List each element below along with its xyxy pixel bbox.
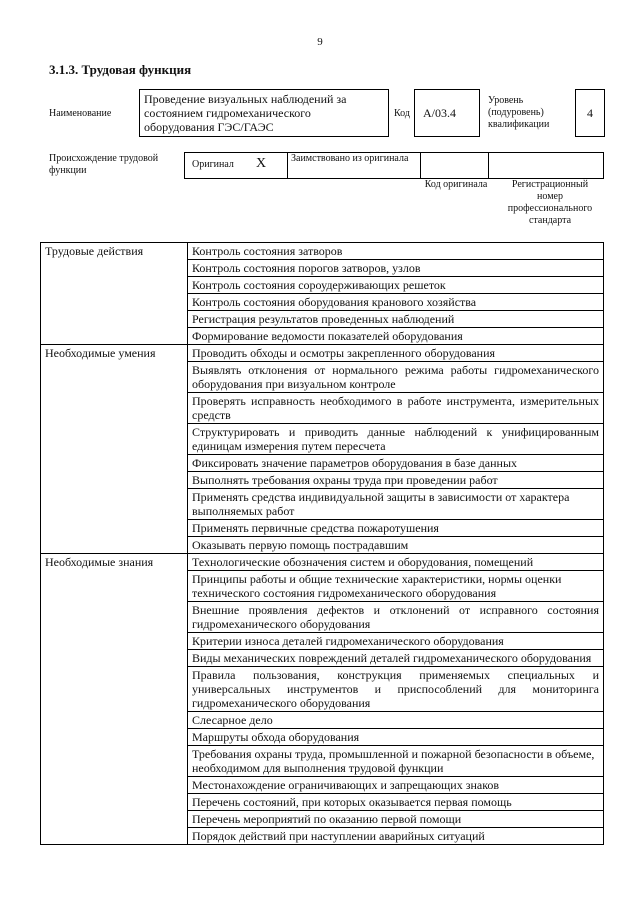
- section-item: Выявлять отклонения от нормального режима работы гидромеханического оборудования при визуальном контроле: [188, 362, 604, 393]
- name-label: Наименование: [49, 108, 112, 119]
- level-box: [575, 89, 605, 137]
- section-item: Оказывать первую помощь пострадавшим: [188, 537, 604, 554]
- section-item: Слесарное дело: [188, 712, 604, 729]
- section-item: Маршруты обхода оборудования: [188, 729, 604, 746]
- code-value: А/03.4: [423, 106, 456, 120]
- section-item: Правила пользования, конструкция применяемых специальных и универсальных инструментов и приспособлений для мониторинга гидромеханического оборудования: [188, 667, 604, 712]
- page-number: 9: [317, 36, 323, 48]
- code-label: Код: [394, 108, 410, 119]
- section-item: Фиксировать значение параметров оборудования в базе данных: [188, 455, 604, 472]
- section-heading: Необходимые знания: [41, 554, 188, 845]
- borrowed-label: Заимствовано из оригинала: [291, 153, 409, 164]
- origin-table: [184, 152, 604, 179]
- section-item: Контроль состояния затворов: [188, 243, 604, 260]
- section-item: Критерии износа деталей гидромеханического оборудования: [188, 633, 604, 650]
- original-label: Оригинал: [192, 159, 234, 170]
- section-item: Местонахождение ограничивающих и запрещающих знаков: [188, 777, 604, 794]
- function-details-table: [40, 242, 604, 845]
- origin-label: Происхождение трудовой функции: [49, 153, 159, 176]
- section-item: Контроль состояния порогов затворов, узлов: [188, 260, 604, 277]
- section-item: Технологические обозначения систем и оборудования, помещений: [188, 554, 604, 571]
- section-heading: Необходимые умения: [41, 345, 188, 554]
- section-item: Перечень состояний, при которых оказывается первая помощь: [188, 794, 604, 811]
- table-row: [41, 345, 604, 362]
- level-value: 4: [587, 106, 593, 120]
- original-mark: X: [256, 156, 267, 171]
- section-item: Перечень мероприятий по оказанию первой помощи: [188, 811, 604, 828]
- original-code-caption: Код оригинала: [424, 179, 488, 190]
- section-item: Проводить обходы и осмотры закрепленного оборудования: [188, 345, 604, 362]
- section-heading: Трудовые действия: [41, 243, 188, 345]
- section-item: Проверять исправность необходимого в работе инструмента, измерительных средств: [188, 393, 604, 424]
- section-item: Формирование ведомости показателей оборудования: [188, 328, 604, 345]
- table-row: [41, 243, 604, 260]
- level-label: Уровень (подуровень) квалификации: [488, 95, 550, 130]
- table-row: [41, 554, 604, 571]
- section-item: Принципы работы и общие технические характеристики, нормы оценки технического состояния гидромеханического оборудования: [188, 571, 604, 602]
- section-item: Регистрация результатов проведенных наблюдений: [188, 311, 604, 328]
- section-item: Виды механических повреждений деталей гидромеханического оборудования: [188, 650, 604, 667]
- section-item: Контроль состояния сороудерживающих решеток: [188, 277, 604, 294]
- function-name-box: [139, 89, 389, 137]
- section-item: Контроль состояния оборудования кранового хозяйства: [188, 294, 604, 311]
- section-item: Внешние проявления дефектов и отклонений от исправного состояния гидромеханического оборудования: [188, 602, 604, 633]
- reg-number-cell: [489, 152, 604, 179]
- section-item: Применять первичные средства пожаротушения: [188, 520, 604, 537]
- section-item: Требования охраны труда, промышленной и пожарной безопасности в объеме, необходимом для выполнения трудовой функции: [188, 746, 604, 777]
- section-title: 3.1.3. Трудовая функция: [49, 62, 192, 77]
- section-item: Применять средства индивидуальной защиты в зависимости от характера выполняемых работ: [188, 489, 604, 520]
- section-item: Порядок действий при наступлении аварийных ситуаций: [188, 828, 604, 845]
- code-box: [414, 89, 480, 137]
- reg-number-caption: Регистрационный номер профессионального стандарта: [507, 179, 593, 226]
- section-item: Структурировать и приводить данные наблюдений к унифицированным единицам измерения путем пересчета: [188, 424, 604, 455]
- section-item: Выполнять требования охраны труда при проведении работ: [188, 472, 604, 489]
- original-code-cell: [421, 152, 489, 179]
- function-name: Проведение визуальных наблюдений за состоянием гидромеханического оборудования ГЭС/ГАЭС: [144, 92, 347, 134]
